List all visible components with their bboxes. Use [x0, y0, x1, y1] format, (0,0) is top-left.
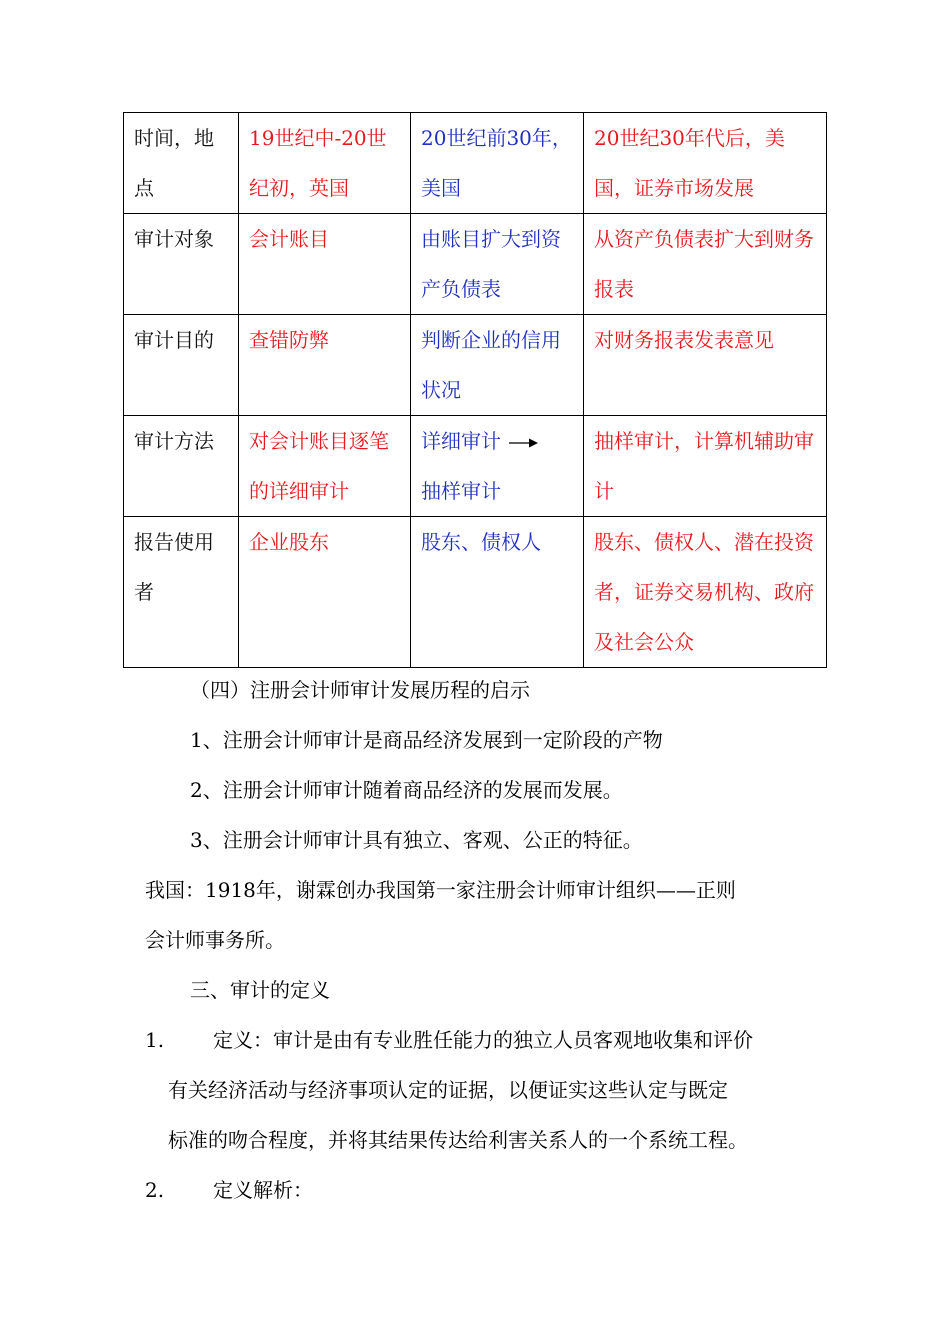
- method-sampling: 抽样审计: [421, 479, 501, 503]
- audit-history-table: [123, 112, 827, 668]
- definition-analysis: 定义解析：: [213, 1178, 313, 1202]
- cell-period1: 19世纪中-20世纪初，英国: [239, 113, 411, 214]
- list-number-1: 1.: [145, 1028, 165, 1052]
- cell-period1: 查错防弊: [239, 315, 411, 416]
- method-detailed: 详细审计: [421, 429, 501, 453]
- cell-period3: 从资产负债表扩大到财务报表: [584, 214, 827, 315]
- definition-line-2: 有关经济活动与经济事项认定的证据，以便证实这些认定与既定: [168, 1078, 728, 1102]
- cell-period3: 20世纪30年代后，美国，证券市场发展: [584, 113, 827, 214]
- list-number-2: 2.: [145, 1178, 165, 1202]
- table-row: [124, 416, 827, 517]
- row-label-audit-purpose: 审计目的: [124, 315, 239, 416]
- china-history-line-1: 我国：1918年，谢霖创办我国第一家注册会计师审计组织——正则: [145, 878, 736, 902]
- cell-period3: 抽样审计，计算机辅助审计: [584, 416, 827, 517]
- table-row: [124, 517, 827, 668]
- row-label-report-users: 报告使用者: [124, 517, 239, 668]
- cell-period1: 企业股东: [239, 517, 411, 668]
- cell-period1: 会计账目: [239, 214, 411, 315]
- table-row: [124, 214, 827, 315]
- cell-period2: 由账目扩大到资产负债表: [411, 214, 584, 315]
- cell-period2: 股东、债权人: [411, 517, 584, 668]
- table-row: [124, 315, 827, 416]
- table-row: [124, 113, 827, 214]
- row-label-audit-object: 审计对象: [124, 214, 239, 315]
- cell-period3: 对财务报表发表意见: [584, 315, 827, 416]
- row-label-audit-method: 审计方法: [124, 416, 239, 517]
- cell-period2: 20世纪前30年，美国: [411, 113, 584, 214]
- definition-line-1: 定义：审计是由有专业胜任能力的独立人员客观地收集和评价: [213, 1028, 753, 1052]
- section4-point-2: 2、注册会计师审计随着商品经济的发展而发展。: [190, 778, 623, 802]
- section3-heading: 三、审计的定义: [190, 978, 330, 1002]
- section4-point-3: 3、注册会计师审计具有独立、客观、公正的特征。: [190, 828, 643, 852]
- section4-point-1: 1、注册会计师审计是商品经济发展到一定阶段的产物: [190, 728, 663, 752]
- definition-line-3: 标准的吻合程度，并将其结果传达给利害关系人的一个系统工程。: [168, 1128, 748, 1152]
- cell-period2: 判断企业的信用状况: [411, 315, 584, 416]
- section4-heading: （四）注册会计师审计发展历程的启示: [190, 678, 530, 702]
- cell-period1: 对会计账目逐笔的详细审计: [239, 416, 411, 517]
- cell-period3: 股东、债权人、潜在投资者，证券交易机构、政府及社会公众: [584, 517, 827, 668]
- cell-period2: [411, 416, 584, 517]
- row-label-time-place: 时间，地点: [124, 113, 239, 214]
- china-history-line-2: 会计师事务所。: [145, 928, 285, 952]
- right-arrow-icon: [509, 437, 539, 449]
